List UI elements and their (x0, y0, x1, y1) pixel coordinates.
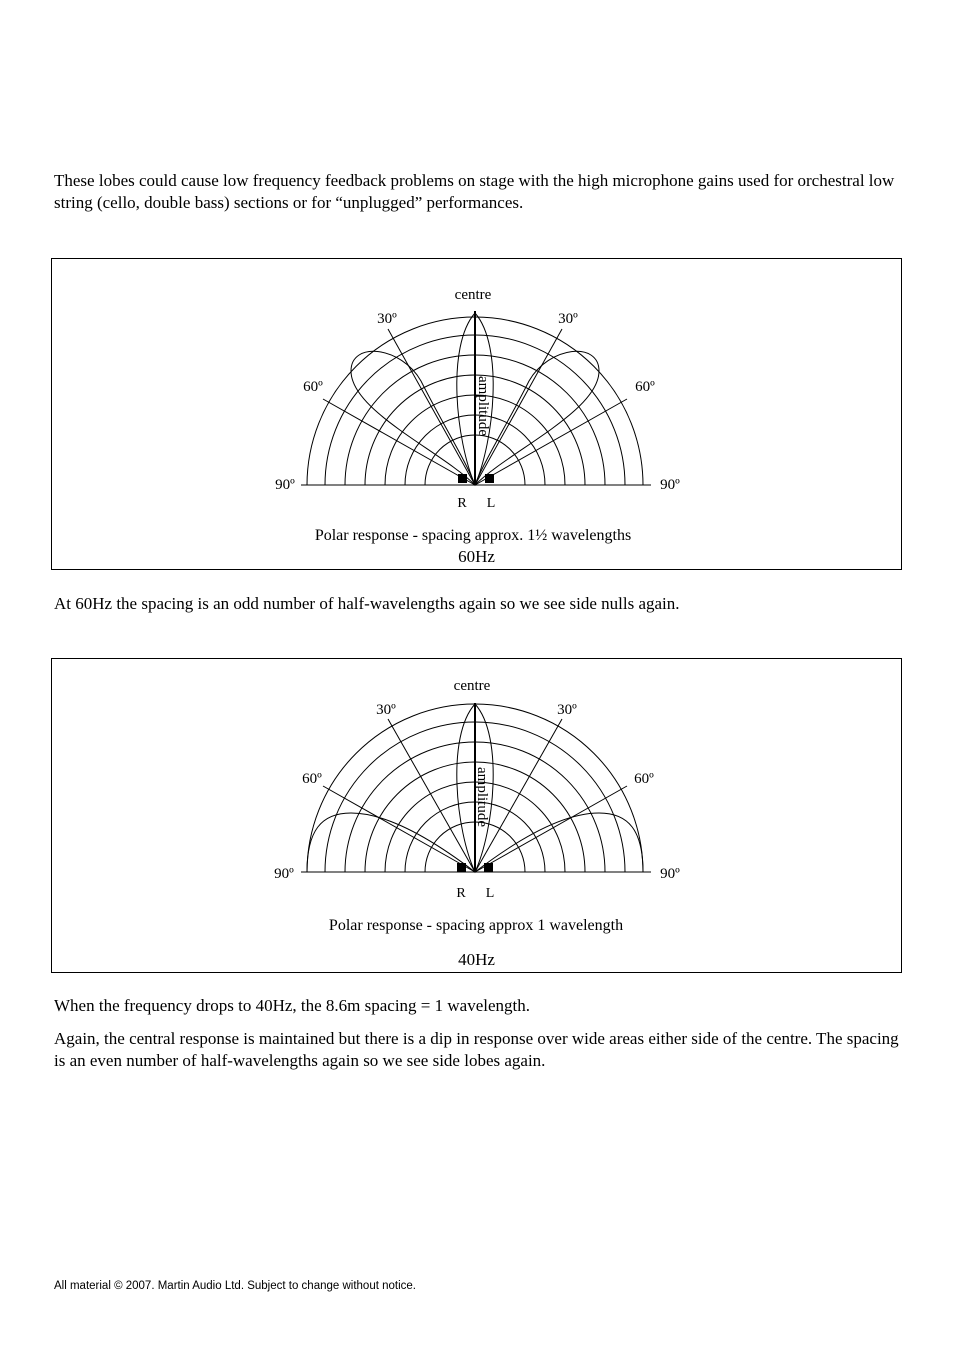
label-90-left: 90º (275, 477, 295, 493)
side-lobe-left (351, 351, 475, 485)
paragraph-central-response: Again, the central response is maintained but there is a dip in response over wide areas either side of the centre. The spacing is an even number of half-wavelengths again so we see side lobes again. (54, 1029, 899, 1070)
label-60-right: 60º (635, 379, 655, 395)
side-lobe-left (307, 813, 475, 872)
speaker-right (458, 474, 467, 483)
label-R: R (456, 886, 466, 901)
figure-caption: 40Hz (458, 950, 495, 969)
paragraph-40hz: When the frequency drops to 40Hz, the 8.6m spacing = 1 wavelength. (54, 996, 531, 1015)
label-60-left: 60º (303, 379, 323, 395)
polar-plot-40hz (52, 659, 903, 974)
paragraph-60hz: At 60Hz the spacing is an odd number of half-wavelengths again so we see side nulls again. (54, 594, 680, 613)
label-90-right: 90º (660, 866, 680, 882)
label-L: L (486, 496, 496, 511)
side-lobe-right (475, 813, 643, 872)
label-amplitude: amplitude (474, 767, 490, 827)
figure-caption: 60Hz (458, 547, 495, 566)
label-90-left: 90º (274, 866, 294, 882)
label-90-right: 90º (660, 477, 680, 493)
label-amplitude: amplitude (475, 376, 491, 436)
label-30-right: 30º (558, 311, 578, 327)
speaker-left (484, 863, 493, 872)
footer-copyright: All material © 2007. Martin Audio Ltd. Subject to change without notice. (54, 1280, 416, 1292)
label-30-left: 30º (377, 311, 397, 327)
speaker-left (485, 474, 494, 483)
label-30-right: 30º (557, 702, 577, 718)
label-R: R (457, 496, 467, 511)
side-lobe-right (475, 351, 599, 485)
polar-plot-60hz (52, 259, 903, 571)
label-centre: centre (453, 678, 491, 694)
figure-40hz (51, 658, 902, 973)
speaker-right (457, 863, 466, 872)
ray-30-left (388, 719, 475, 872)
ray-30-left (388, 329, 475, 485)
plot-title: Polar response - spacing approx 1 wavelength (328, 917, 624, 934)
figure-60hz (51, 258, 902, 570)
label-L: L (485, 886, 495, 901)
label-30-left: 30º (376, 702, 396, 718)
label-60-left: 60º (302, 771, 322, 787)
plot-title: Polar response - spacing approx. 1½ wavelengths (314, 527, 632, 544)
label-60-right: 60º (634, 771, 654, 787)
intro-paragraph: These lobes could cause low frequency feedback problems on stage with the high microphone gains used for orchestral low string (cello, double bass) sections or for “unplugged” performances. (54, 171, 895, 212)
label-centre: centre (454, 287, 492, 303)
